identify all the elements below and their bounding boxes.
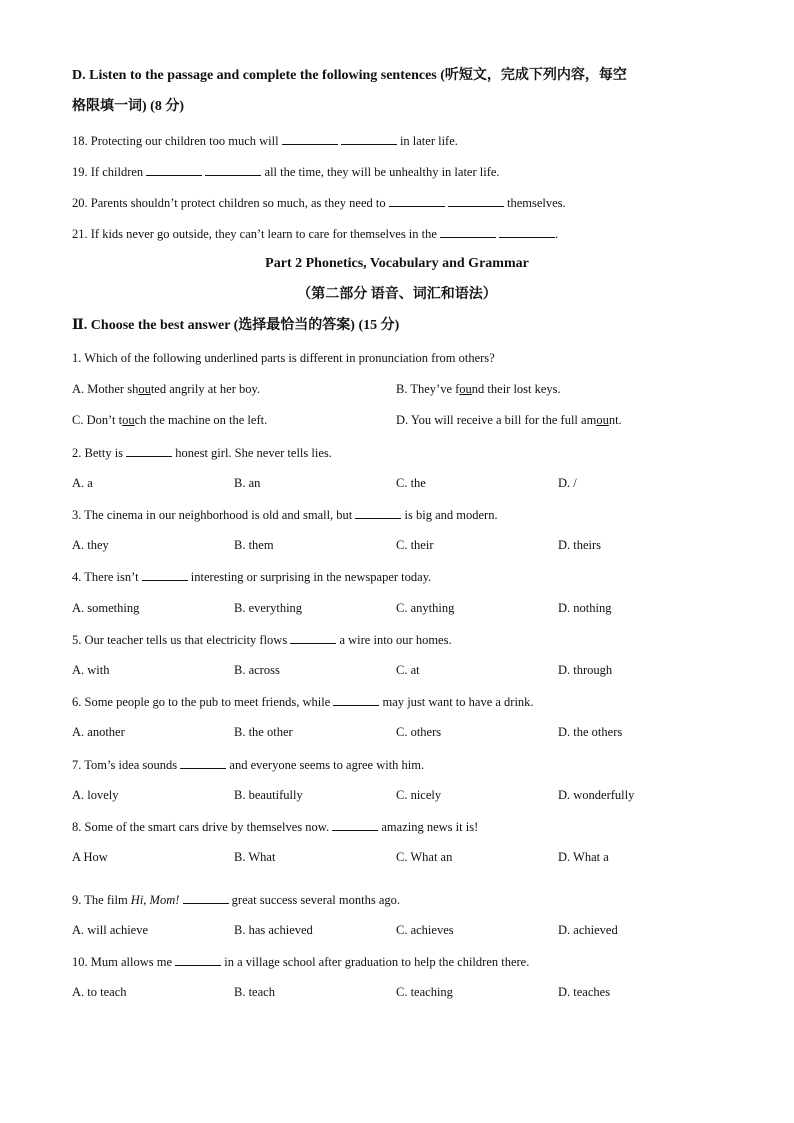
- question-7-option-a[interactable]: A. lovely: [72, 788, 119, 802]
- question-7-option-b[interactable]: B. beautifully: [234, 788, 303, 802]
- question-7-option-c[interactable]: C. nicely: [396, 788, 442, 802]
- question-9-option-d[interactable]: D. achieved: [558, 923, 618, 937]
- question-1-option-c[interactable]: C. Don’t touch the machine on the left.: [72, 413, 268, 427]
- answer-blank[interactable]: [205, 163, 261, 176]
- question-1-stem: 1. Which of the following underlined parts is different in pronunciation from others?: [72, 351, 495, 365]
- question-1-option-a[interactable]: A. Mother shouted angrily at her boy.: [72, 382, 261, 396]
- section-ii-heading: Ⅱ. Choose the best answer (选择最恰当的答案) (15 分): [72, 318, 400, 333]
- answer-blank[interactable]: [389, 194, 445, 207]
- question-8-option-d[interactable]: D. What a: [558, 850, 609, 864]
- question-10-option-a[interactable]: A. to teach: [72, 985, 127, 999]
- question-4-stem: 4. There isn’t interesting or surprising in the newspaper today.: [72, 570, 432, 584]
- fill-item-20: 20. Parents shouldn’t protect children so much, as they need to themselves.: [72, 196, 566, 210]
- question-8-option-c[interactable]: C. What an: [396, 850, 453, 864]
- fill-item-19: 19. If children all the time, they will be unhealthy in later life.: [72, 165, 500, 179]
- question-5-option-a[interactable]: A. with: [72, 663, 110, 677]
- question-5-option-b[interactable]: B. across: [234, 663, 280, 677]
- part-2-title: Part 2 Phonetics, Vocabulary and Grammar: [265, 256, 529, 271]
- question-10-option-c[interactable]: C. teaching: [396, 985, 453, 999]
- question-2-option-d[interactable]: D. /: [558, 476, 577, 490]
- question-9-option-b[interactable]: B. has achieved: [234, 923, 313, 937]
- answer-blank[interactable]: [499, 225, 555, 238]
- question-9-option-c[interactable]: C. achieves: [396, 923, 454, 937]
- question-10-option-d[interactable]: D. teaches: [558, 985, 611, 999]
- answer-blank[interactable]: [440, 225, 496, 238]
- question-9-stem: 9. The film Hi, Mom! great success several months ago.: [72, 893, 401, 907]
- question-10-option-b[interactable]: B. teach: [234, 985, 275, 999]
- answer-blank[interactable]: [175, 953, 221, 966]
- question-8-option-a[interactable]: A How: [72, 850, 108, 864]
- answer-blank[interactable]: [146, 163, 202, 176]
- question-6-option-d[interactable]: D. the others: [558, 725, 623, 739]
- answer-blank[interactable]: [180, 756, 226, 769]
- question-10-stem: 10. Mum allows me in a village school after graduation to help the children there.: [72, 955, 530, 969]
- question-6-stem: 6. Some people go to the pub to meet friends, while may just want to have a drink.: [72, 695, 534, 709]
- part-2-subtitle: （第二部分 语音、词汇和语法）: [297, 287, 497, 302]
- question-3-stem: 3. The cinema in our neighborhood is old and small, but is big and modern.: [72, 508, 498, 522]
- question-7-stem: 7. Tom’s idea sounds and everyone seems to agree with him.: [72, 758, 425, 772]
- question-1-option-b[interactable]: B. They’ve found their lost keys.: [396, 382, 561, 396]
- question-2-option-a[interactable]: A. a: [72, 476, 93, 490]
- answer-blank[interactable]: [448, 194, 504, 207]
- question-2-option-b[interactable]: B. an: [234, 476, 261, 490]
- fill-item-18: 18. Protecting our children too much will in later life.: [72, 134, 458, 148]
- question-6-option-b[interactable]: B. the other: [234, 725, 293, 739]
- question-1-option-d[interactable]: D. You will receive a bill for the full amount.: [396, 413, 622, 427]
- question-9-option-a[interactable]: A. will achieve: [72, 923, 149, 937]
- section-d-heading-cont: 格限填一词) (8 分): [72, 99, 184, 114]
- question-4-option-b[interactable]: B. everything: [234, 601, 303, 615]
- answer-blank[interactable]: [282, 132, 338, 145]
- question-6-option-a[interactable]: A. another: [72, 725, 125, 739]
- section-d-heading: D. Listen to the passage and complete the following sentences (听短文，完成下列内容，每空: [72, 68, 627, 83]
- question-2-option-c[interactable]: C. the: [396, 476, 426, 490]
- question-4-option-c[interactable]: C. anything: [396, 601, 455, 615]
- question-5-stem: 5. Our teacher tells us that electricity flows a wire into our homes.: [72, 633, 452, 647]
- question-3-option-b[interactable]: B. them: [234, 538, 274, 552]
- answer-blank[interactable]: [341, 132, 397, 145]
- fill-item-21: 21. If kids never go outside, they can’t learn to care for themselves in the .: [72, 227, 559, 241]
- question-3-option-a[interactable]: A. they: [72, 538, 109, 552]
- answer-blank[interactable]: [183, 891, 229, 904]
- answer-blank[interactable]: [355, 506, 401, 519]
- answer-blank[interactable]: [126, 444, 172, 457]
- question-3-option-d[interactable]: D. theirs: [558, 538, 602, 552]
- question-2-stem: 2. Betty is honest girl. She never tells lies.: [72, 446, 332, 460]
- question-5-option-d[interactable]: D. through: [558, 663, 613, 677]
- question-4-option-a[interactable]: A. something: [72, 601, 140, 615]
- question-3-option-c[interactable]: C. their: [396, 538, 434, 552]
- answer-blank[interactable]: [333, 693, 379, 706]
- answer-blank[interactable]: [290, 631, 336, 644]
- question-4-option-d[interactable]: D. nothing: [558, 601, 612, 615]
- question-7-option-d[interactable]: D. wonderfully: [558, 788, 635, 802]
- question-6-option-c[interactable]: C. others: [396, 725, 442, 739]
- question-8-option-b[interactable]: B. What: [234, 850, 276, 864]
- answer-blank[interactable]: [332, 818, 378, 831]
- question-5-option-c[interactable]: C. at: [396, 663, 420, 677]
- answer-blank[interactable]: [142, 568, 188, 581]
- question-8-stem: 8. Some of the smart cars drive by themselves now. amazing news it is!: [72, 820, 479, 834]
